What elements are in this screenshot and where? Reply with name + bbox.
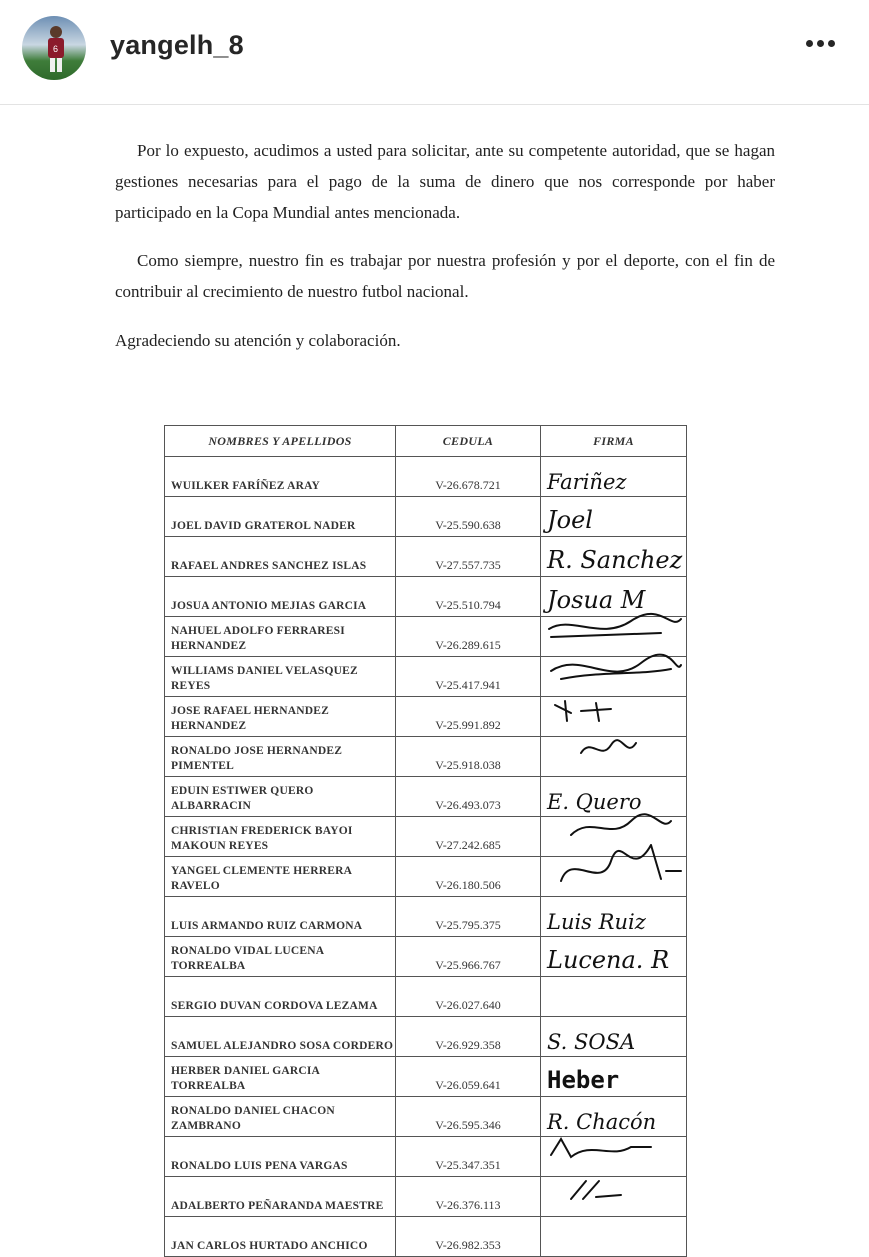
column-header-cedula: CEDULA: [396, 426, 541, 457]
handwritten-signature: [541, 691, 686, 731]
player-name: JOSE RAFAEL HERNANDEZ HERNANDEZ: [165, 697, 396, 737]
table-row: [165, 897, 687, 937]
table-row: [165, 1217, 687, 1257]
handwritten-signature: [541, 1171, 686, 1211]
player-cedula: V-25.510.794: [396, 577, 541, 617]
signature-cell: [541, 1057, 687, 1097]
svg-text:6: 6: [53, 44, 59, 54]
player-cedula: V-27.242.685: [396, 817, 541, 857]
player-cedula: V-26.595.346: [396, 1097, 541, 1137]
handwritten-signature: R. Chacón: [547, 1110, 657, 1134]
handwritten-signature: Fariñez: [547, 470, 627, 494]
player-name: WILLIAMS DANIEL VELASQUEZ REYES: [165, 657, 396, 697]
player-name: RONALDO DANIEL CHACON ZAMBRANO: [165, 1097, 396, 1137]
player-name: WUILKER FARÍÑEZ ARAY: [165, 457, 396, 497]
table-row: [165, 457, 687, 497]
player-cedula: V-25.347.351: [396, 1137, 541, 1177]
handwritten-signature: E. Quero: [547, 790, 642, 814]
player-name: ADALBERTO PEÑARANDA MAESTRE: [165, 1177, 396, 1217]
table-row: [165, 497, 687, 537]
handwritten-signature: Joel: [547, 506, 593, 534]
ellipsis-icon[interactable]: [806, 34, 842, 58]
table-row: [165, 537, 687, 577]
player-name: YANGEL CLEMENTE HERRERA RAVELO: [165, 857, 396, 897]
player-cedula: V-25.590.638: [396, 497, 541, 537]
player-name: SERGIO DUVAN CORDOVA LEZAMA: [165, 977, 396, 1017]
avatar[interactable]: [22, 16, 86, 80]
player-name: RONALDO JOSE HERNANDEZ PIMENTEL: [165, 737, 396, 777]
signature-table-body: [165, 457, 687, 1257]
avatar-photo: [22, 16, 86, 80]
signature-cell: [541, 1017, 687, 1057]
signature-cell: [541, 537, 687, 577]
player-cedula: V-27.557.735: [396, 537, 541, 577]
handwritten-signature: Lucena. R: [547, 946, 670, 974]
player-cedula: V-26.982.353: [396, 1217, 541, 1257]
table-row: [165, 737, 687, 777]
player-cedula: V-25.795.375: [396, 897, 541, 937]
document-paragraph: Por lo expuesto, acudimos a usted para solicitar, ante su competente autoridad, que se hagan gestiones necesarias para el pago de la suma de dinero que nos corresponde por haber participado en la Copa Mundial antes mencionada.: [115, 141, 775, 222]
handwritten-signature: [541, 611, 686, 651]
player-name: HERBER DANIEL GARCIA TORREALBA: [165, 1057, 396, 1097]
player-name: NAHUEL ADOLFO FERRARESI HERNANDEZ: [165, 617, 396, 657]
handwritten-signature: R. Sanchez: [547, 546, 683, 574]
player-name: SAMUEL ALEJANDRO SOSA CORDERO: [165, 1017, 396, 1057]
player-cedula: V-26.180.506: [396, 857, 541, 897]
column-header-signature: FIRMA: [541, 426, 687, 457]
player-name: RONALDO VIDAL LUCENA TORREALBA: [165, 937, 396, 977]
signature-cell: [541, 977, 687, 1017]
signature-cell: [541, 897, 687, 937]
handwritten-signature: [541, 811, 686, 851]
player-name: RAFAEL ANDRES SANCHEZ ISLAS: [165, 537, 396, 577]
handwritten-signature: [541, 1131, 686, 1171]
table-row: [165, 1177, 687, 1217]
player-name: JOEL DAVID GRATEROL NADER: [165, 497, 396, 537]
player-name: CHRISTIAN FREDERICK BAYOI MAKOUN REYES: [165, 817, 396, 857]
player-name: RONALDO LUIS PENA VARGAS: [165, 1137, 396, 1177]
table-row: [165, 1017, 687, 1057]
table-row: [165, 937, 687, 977]
player-name: JOSUA ANTONIO MEJIAS GARCIA: [165, 577, 396, 617]
post-header: [0, 0, 869, 105]
document-paragraph: Como siempre, nuestro fin es trabajar por nuestra profesión y por el deporte, con el fin de contribuir al crecimiento de nuestro futbol nacional.: [115, 251, 775, 301]
player-cedula: V-26.027.640: [396, 977, 541, 1017]
player-name: EDUIN ESTIWER QUERO ALBARRACIN: [165, 777, 396, 817]
signature-cell: [541, 1177, 687, 1217]
signature-cell: [541, 1217, 687, 1257]
handwritten-signature: Luis Ruiz: [547, 910, 646, 934]
table-row: [165, 857, 687, 897]
player-name: JAN CARLOS HURTADO ANCHICO: [165, 1217, 396, 1257]
handwritten-signature: S. SOSA: [547, 1030, 636, 1054]
document-closing: Agradeciendo su atención y colaboración.: [115, 331, 401, 350]
handwritten-signature: [541, 651, 686, 691]
handwritten-signature: [541, 731, 686, 771]
player-cedula: V-26.493.073: [396, 777, 541, 817]
player-cedula: V-26.376.113: [396, 1177, 541, 1217]
player-cedula: V-26.678.721: [396, 457, 541, 497]
player-cedula: V-25.991.892: [396, 697, 541, 737]
table-row: [165, 977, 687, 1017]
player-cedula: V-25.966.767: [396, 937, 541, 977]
player-cedula: V-26.059.641: [396, 1057, 541, 1097]
signature-table: [164, 425, 687, 1257]
handwritten-signature: Heber: [547, 1066, 620, 1094]
signature-cell: [541, 497, 687, 537]
player-cedula: V-26.289.615: [396, 617, 541, 657]
column-header-names: NOMBRES Y APELLIDOS: [165, 426, 396, 457]
signature-cell: [541, 457, 687, 497]
signature-cell: [541, 737, 687, 777]
handwritten-signature: [541, 851, 686, 891]
signature-cell: [541, 937, 687, 977]
player-cedula: V-26.929.358: [396, 1017, 541, 1057]
table-row: [165, 1057, 687, 1097]
player-cedula: V-25.918.038: [396, 737, 541, 777]
player-cedula: V-25.417.941: [396, 657, 541, 697]
username[interactable]: yangelh_8: [110, 30, 244, 60]
signature-cell: [541, 857, 687, 897]
handwritten-signature: Josua M: [547, 586, 646, 614]
player-name: LUIS ARMANDO RUIZ CARMONA: [165, 897, 396, 937]
document-image: [0, 105, 869, 1252]
